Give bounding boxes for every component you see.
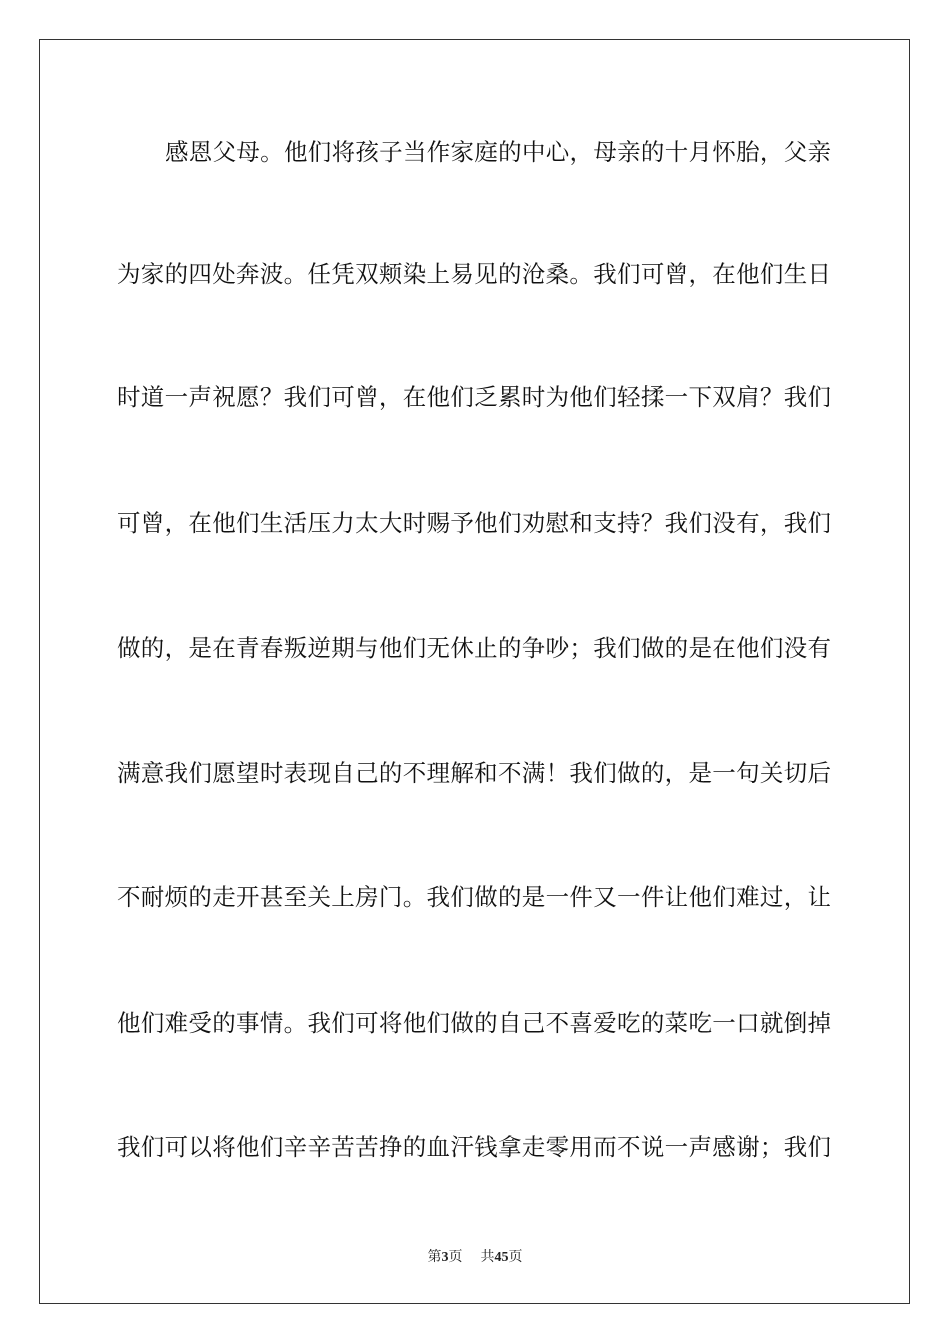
- paragraph-line-1: 感恩父母。他们将孩子当作家庭的中心，母亲的十月怀胎，父亲: [165, 138, 831, 166]
- page-border: [39, 39, 910, 1304]
- paragraph-line-6: 满意我们愿望时表现自己的不理解和不满！我们做的，是一句关切后: [117, 759, 831, 787]
- paragraph-line-7: 不耐烦的走开甚至关上房门。我们做的是一件又一件让他们难过，让: [117, 883, 831, 911]
- paragraph-line-5: 做的，是在青春叛逆期与他们无休止的争吵；我们做的是在他们没有: [117, 634, 831, 662]
- page-number-prefix: 第: [427, 1249, 442, 1265]
- current-page-number: 3: [441, 1250, 449, 1265]
- paragraph-line-8: 他们难受的事情。我们可将他们做的自己不喜爱吃的菜吃一口就倒掉: [117, 1009, 831, 1037]
- total-pages-prefix: 共: [480, 1249, 495, 1265]
- paragraph-line-2: 为家的四处奔波。任凭双颊染上易见的沧桑。我们可曾，在他们生日: [117, 260, 831, 288]
- total-page-count: 45: [494, 1250, 509, 1265]
- paragraph-line-4: 可曾，在他们生活压力太大时赐予他们劝慰和支持？我们没有，我们: [117, 509, 831, 537]
- paragraph-line-3: 时道一声祝愿？我们可曾，在他们乏累时为他们轻揉一下双肩？我们: [117, 383, 831, 411]
- page-footer: [0, 1248, 950, 1267]
- paragraph-line-9: 我们可以将他们辛辛苦苦挣的血汗钱拿走零用而不说一声感谢；我们: [117, 1133, 831, 1161]
- page-number-suffix: 页: [448, 1249, 463, 1265]
- total-pages-suffix: 页: [508, 1249, 523, 1265]
